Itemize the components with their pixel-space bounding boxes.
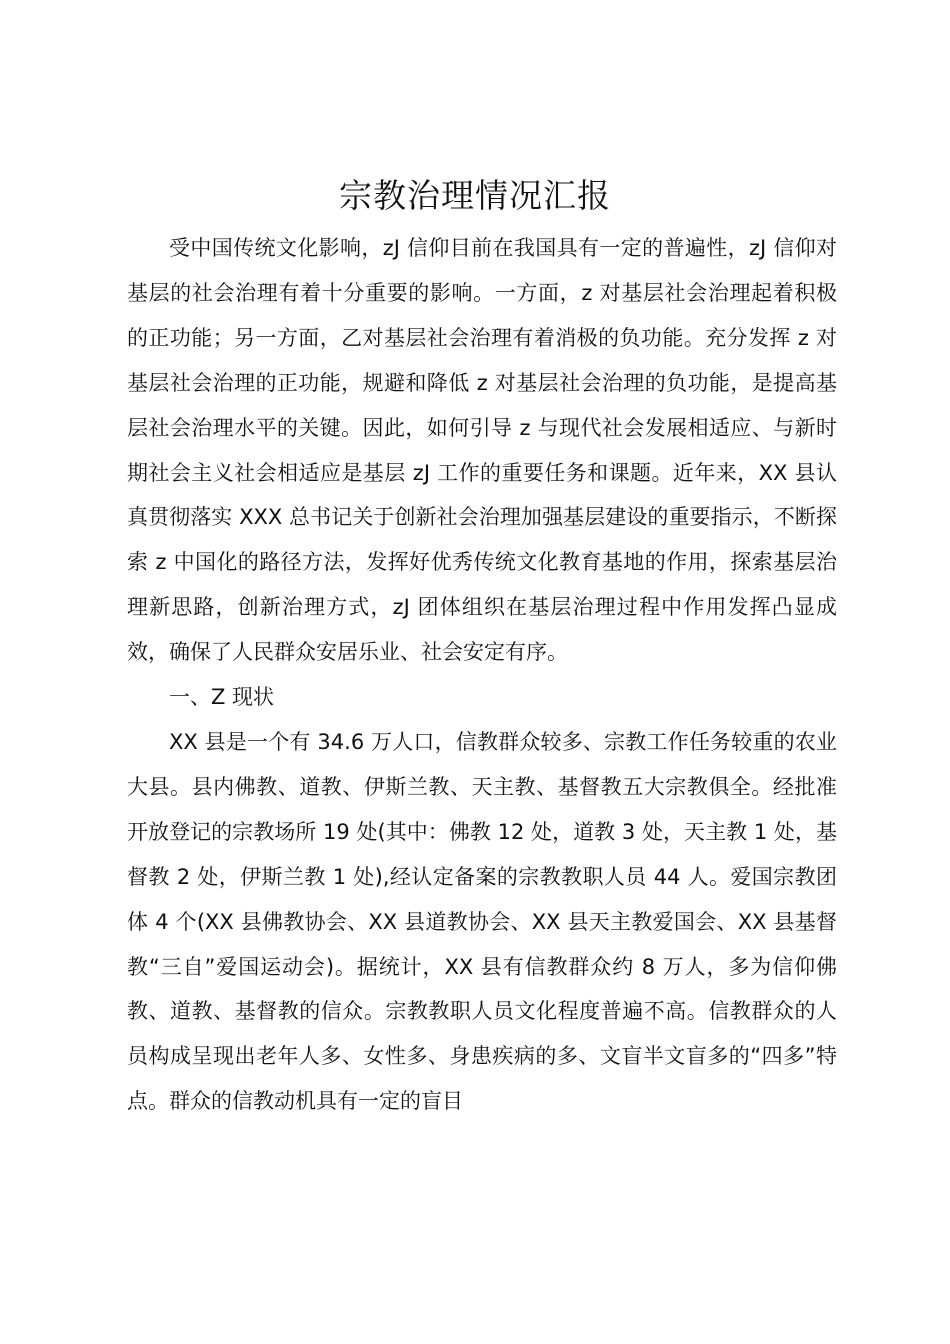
intro-paragraph: 受中国传统文化影响，zJ 信仰目前在我国具有一定的普遍性，zJ 信仰对基层的社会治理有着十分重要的影响。一方面，z 对基层社会治理起着积极的正功能；另一方面，乙对基层社会治理有着消极的负功能。充分发挥 z 对基层社会治理的正功能，规避和降低 z 对基层社会治理的负功能，是提高基层社会治理水平的关键。因此，如何引导 z 与现代社会发展相适应、与新时期社会主义社会相适应是基层 zJ 工作的重要任务和课题。近年来，XX 县认真贯彻落实 XXX 总书记关于创新社会治理加强基层建设的重要指示，不断探索 z 中国化的路径方法，发挥好优秀传统文化教育基地的作用，探索基层治理新思路，创新治理方式，zJ 团体组织在基层治理过程中作用发挥凸显成效，确保了人民群众安居乐业、社会安定有序。 xyxy=(127,236,837,665)
document-title: 宗教治理情况汇报 xyxy=(339,176,611,215)
section-heading: 一、Z 现状 xyxy=(169,685,275,710)
document-body xyxy=(127,226,837,1124)
status-paragraph: XX 县是一个有 34.6 万人口，信教群众较多、宗教工作任务较重的农业大县。县内佛教、道教、伊斯兰教、天主教、基督教五大宗教俱全。经批准开放登记的宗教场所 19 处(其中：佛教 12 处，道教 3 处，天主教 1 处，基督教 2 处，伊斯兰教 1 处),经认定备案的宗教教职人员 44 人。爱国宗教团体 4 个(XX 县佛教协会、XX 县道教协会、XX 县天主教爱国会、XX 县基督教“三自”爱国运动会)。据统计，XX 县有信教群众约 8 万人，多为信仰佛教、道教、基督教的信众。宗教教职人员文化程度普遍不高。信教群众的人员构成呈现出老年人多、女性多、身患疾病的多、文盲半文盲多的“四多”特点。群众的信教动机具有一定的盲目 xyxy=(127,729,837,1114)
